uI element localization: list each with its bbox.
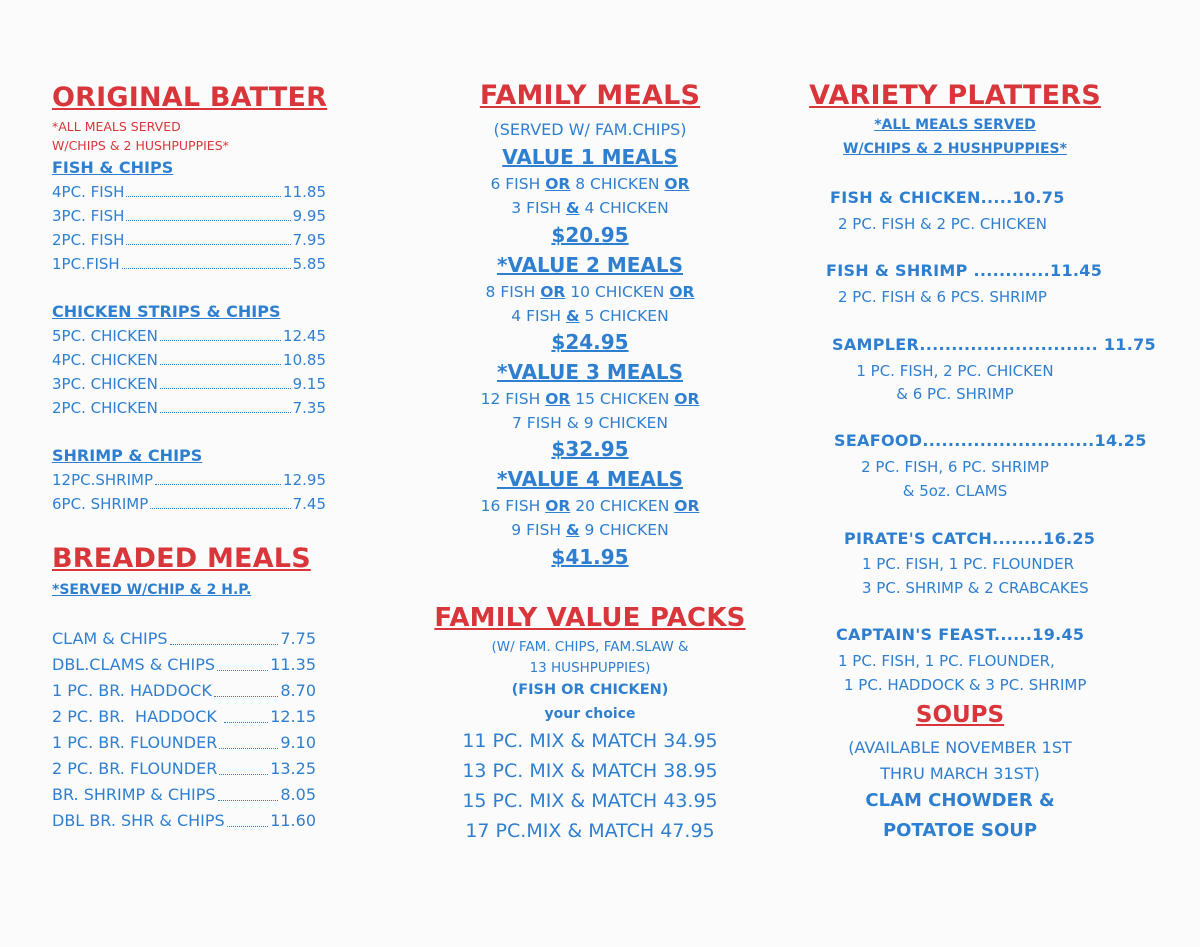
value-meal-title: VALUE 1 MEALS	[502, 145, 678, 169]
or-text: OR	[545, 175, 571, 193]
menu-item	[52, 348, 326, 372]
amp-text: &	[566, 521, 580, 539]
item-name: 1 PC. BR. HADDOCK	[52, 681, 212, 700]
option-text: 9 FISH	[511, 521, 562, 539]
menu-item	[52, 252, 326, 276]
menu-item	[52, 782, 316, 808]
option-text: 10 CHICKEN	[570, 283, 665, 301]
option-text: 3 FISH	[511, 199, 562, 217]
platter-title: PIRATE'S CATCH........16.25	[844, 529, 1096, 548]
menu-item	[52, 492, 326, 516]
fish-chips-title: FISH & CHIPS	[52, 158, 174, 177]
option-text: 8 FISH	[485, 283, 536, 301]
item-name: 2 PC. BR. HADDOCK	[52, 707, 222, 726]
item-price: 12.45	[283, 327, 326, 345]
item-price: 7.75	[280, 629, 316, 648]
soups-line4: POTATOE SOUP	[882, 820, 1038, 841]
soups-line1: (AVAILABLE NOVEMBER 1ST	[848, 738, 1072, 757]
variety-note-1: *ALL MEALS SERVED	[874, 117, 1036, 133]
item-price: 10.85	[283, 351, 326, 369]
value-meal-price: $32.95	[551, 437, 629, 461]
breaded-meals-title: BREADED MEALS	[52, 543, 311, 574]
option-text: 20 CHICKEN	[575, 497, 670, 515]
platter-desc: 1 PC. FISH, 1 PC. FLOUNDER	[862, 555, 1075, 573]
value-meal-line	[430, 411, 750, 435]
option-text: 7 FISH	[512, 414, 562, 432]
value-pack-item: 17 PC.MIX & MATCH 47.95	[465, 820, 715, 842]
menu-item	[52, 228, 326, 252]
chicken-strips-title: CHICKEN STRIPS & CHIPS	[52, 302, 281, 321]
platter-title: FISH & SHRIMP ............11.45	[826, 261, 1103, 280]
value-meal-title: *VALUE 3 MEALS	[496, 360, 684, 384]
original-batter-note-2: W/CHIPS & 2 HUSHPUPPIES*	[52, 138, 229, 153]
item-price: 12.15	[270, 707, 316, 726]
item-name: DBL BR. SHR & CHIPS	[52, 811, 225, 830]
menu-item	[52, 652, 316, 678]
fish-chips-list	[52, 180, 326, 276]
item-price: 11.60	[270, 811, 316, 830]
option-text: 12 FISH	[480, 390, 541, 408]
variety-platters-title: VARIETY PLATTERS	[809, 80, 1101, 111]
item-name: 1PC.FISH	[52, 255, 120, 273]
value-packs-line3: (FISH OR CHICKEN)	[511, 682, 669, 698]
item-price: 11.85	[283, 183, 326, 201]
platter-title: CAPTAIN'S FEAST......19.45	[836, 625, 1085, 644]
menu-item	[52, 808, 316, 834]
platter-desc: 2 PC. FISH & 6 PCS. SHRIMP	[838, 288, 1047, 306]
menu-item	[52, 704, 316, 730]
item-price: 7.35	[292, 399, 326, 417]
menu-item	[52, 180, 326, 204]
value-meal-line	[430, 304, 750, 328]
menu-item	[52, 730, 316, 756]
option-text: 16 FISH	[480, 497, 541, 515]
menu-item	[52, 468, 326, 492]
menu-item	[52, 204, 326, 228]
item-name: 2PC. FISH	[52, 231, 125, 249]
or-text: OR	[664, 175, 690, 193]
menu-item	[52, 396, 326, 420]
or-text: OR	[674, 497, 700, 515]
value-meal-line	[430, 280, 750, 304]
value-meal-line	[430, 494, 750, 518]
value-packs-line4: your choice	[544, 706, 636, 722]
item-name: 12PC.SHRIMP	[52, 471, 154, 489]
item-name: 2PC. CHICKEN	[52, 399, 158, 417]
menu-item	[52, 626, 316, 652]
or-text: OR	[669, 283, 695, 301]
value-packs-line2: 13 HUSHPUPPIES)	[529, 660, 651, 676]
option-text: 5 CHICKEN	[584, 307, 669, 325]
option-text: 9 CHICKEN	[583, 414, 668, 432]
platter-title: SEAFOOD...........................14.25	[834, 431, 1147, 450]
item-name: 4PC. FISH	[52, 183, 125, 201]
item-price: 7.45	[292, 495, 326, 513]
original-batter-note-1: *ALL MEALS SERVED	[52, 119, 181, 134]
platter-desc: 3 PC. SHRIMP & 2 CRABCAKES	[862, 579, 1089, 597]
or-text: OR	[545, 390, 571, 408]
value-meal-line	[430, 518, 750, 542]
item-price: 9.15	[292, 375, 326, 393]
platter-desc: 2 PC. FISH, 6 PC. SHRIMP	[861, 458, 1049, 476]
option-text: 4 CHICKEN	[584, 199, 669, 217]
item-name: BR. SHRIMP & CHIPS	[52, 785, 216, 804]
item-name: 2 PC. BR. FLOUNDER	[52, 759, 218, 778]
item-price: 12.95	[283, 471, 326, 489]
value-meal-title: *VALUE 2 MEALS	[496, 253, 684, 277]
or-text: OR	[674, 390, 700, 408]
item-price: 11.35	[270, 655, 316, 674]
soups-title: SOUPS	[915, 702, 1005, 728]
breaded-meals-note: *SERVED W/CHIP & 2 H.P.	[52, 582, 252, 598]
menu-item	[52, 678, 316, 704]
value-meal-price: $20.95	[551, 223, 629, 247]
soups-line3: CLAM CHOWDER &	[865, 790, 1055, 811]
platter-title: FISH & CHICKEN.....10.75	[830, 188, 1065, 207]
chicken-strips-list	[52, 324, 326, 420]
value-meal-title: *VALUE 4 MEALS	[496, 467, 684, 491]
platter-desc: & 5oz. CLAMS	[902, 482, 1008, 500]
item-name: CLAM & CHIPS	[52, 629, 168, 648]
soups-line2: THRU MARCH 31ST)	[880, 764, 1040, 783]
item-price: 13.25	[270, 759, 316, 778]
value-meal-line	[430, 196, 750, 220]
option-text: 9 CHICKEN	[584, 521, 669, 539]
value-meal-price: $24.95	[551, 330, 629, 354]
item-price: 7.95	[292, 231, 326, 249]
item-name: DBL.CLAMS & CHIPS	[52, 655, 216, 674]
value-packs-title: FAMILY VALUE PACKS	[434, 603, 746, 633]
item-price: 5.85	[292, 255, 326, 273]
family-meals-title: FAMILY MEALS	[479, 80, 701, 111]
shrimp-chips-title: SHRIMP & CHIPS	[52, 446, 203, 465]
value-pack-item: 13 PC. MIX & MATCH 38.95	[462, 760, 718, 782]
platter-title: SAMPLER............................ 11.75	[832, 335, 1156, 354]
amp-text: &	[566, 414, 579, 432]
item-name: 3PC. CHICKEN	[52, 375, 158, 393]
value-meal-line	[430, 387, 750, 411]
menu-item	[52, 324, 326, 348]
item-name: 3PC. FISH	[52, 207, 125, 225]
option-text: 6 FISH	[490, 175, 541, 193]
item-price: 8.05	[280, 785, 316, 804]
platter-desc: 1 PC. HADDOCK & 3 PC. SHRIMP	[844, 676, 1087, 694]
item-name: 1 PC. BR. FLOUNDER	[52, 733, 218, 752]
value-meal-price: $41.95	[551, 545, 629, 569]
item-name: 6PC. SHRIMP	[52, 495, 149, 513]
amp-text: &	[566, 307, 580, 325]
shrimp-chips-list	[52, 468, 326, 516]
platter-desc: 2 PC. FISH & 2 PC. CHICKEN	[838, 215, 1048, 233]
value-pack-item: 11 PC. MIX & MATCH 34.95	[462, 730, 718, 752]
menu-item	[52, 756, 316, 782]
item-name: 5PC. CHICKEN	[52, 327, 158, 345]
amp-text: &	[566, 199, 580, 217]
item-price: 9.10	[280, 733, 316, 752]
platter-desc: 1 PC. FISH, 1 PC. FLOUNDER,	[838, 652, 1055, 670]
value-packs-line1: (W/ FAM. CHIPS, FAM.SLAW &	[491, 639, 689, 655]
variety-note-2: W/CHIPS & 2 HUSHPUPPIES*	[843, 141, 1067, 157]
value-meal-line	[430, 172, 750, 196]
option-text: 4 FISH	[511, 307, 562, 325]
value-pack-item: 15 PC. MIX & MATCH 43.95	[462, 790, 718, 812]
or-text: OR	[540, 283, 566, 301]
item-price: 9.95	[292, 207, 326, 225]
platter-desc: 1 PC. FISH, 2 PC. CHICKEN	[856, 362, 1054, 380]
item-name: 4PC. CHICKEN	[52, 351, 158, 369]
menu-item	[52, 372, 326, 396]
original-batter-title: ORIGINAL BATTER	[52, 82, 328, 113]
option-text: 8 CHICKEN	[575, 175, 660, 193]
family-meals-subtitle: (SERVED W/ FAM.CHIPS)	[493, 120, 687, 139]
or-text: OR	[545, 497, 571, 515]
platter-desc: & 6 PC. SHRIMP	[896, 385, 1014, 403]
option-text: 15 CHICKEN	[575, 390, 670, 408]
breaded-meals-list	[52, 626, 316, 834]
item-price: 8.70	[280, 681, 316, 700]
